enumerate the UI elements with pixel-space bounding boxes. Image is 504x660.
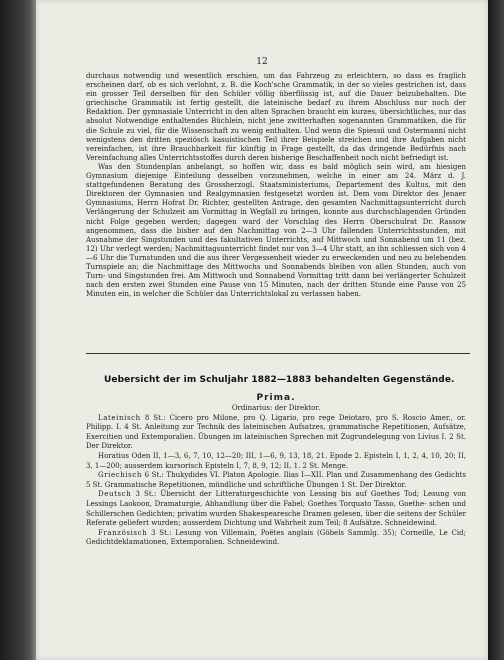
- subject-name: Griechisch: [98, 471, 143, 480]
- section-heading: Uebersicht der im Schuljahr 1882—1883 behandelten Gegenstände.: [104, 375, 455, 385]
- curriculum-section: [86, 392, 466, 548]
- paragraph: Was den Stundenplan anbelangt, so hoffen wir, dass es bald möglich sein wird, am hiesigen Gymnasium diejenige Einteilung desselben vorzunehmen, welche in einer am 24. März d. J. stattgefundenen Beratung des Grossherzogl. Staatsministeriums, Departement des Kultus, mit den Direktoren der Gymnasien und Realgymnasien festgesetzt worden ist. Dem vom Direktor des Jenaer Gymnasiums, Herrn Hofrat Dr. Richter, gestellten Antrage, den gesamten Nachmittagsunterricht durch Verlängerung der Schulzeit am Vormittag in Wegfall zu bringen, konnte aus durchschlagenden Gründen nicht Folge gegeben werden; dagegen ward der Vorschlag des Herrn Oberschulrat Dr. Rassow angenommen, dass die bisher auf den Nachmittag von 2—3 Uhr fallenden Unterrichtsstunden, mit Ausnahme der Singstunden und des fakultativen Unterrichts, auf Mittwoch und Sonnabend um 11 (bez. 12) Uhr verlegt werden; Nachmittagsunterricht findet nur von 3—4 Uhr statt, an ihn schliessen sich von 4—6 Uhr die Turnstunden und die aus ihrer Vergessenheit wieder zu erweckenden und neu zu belebenden Turnspiele an; die Nachmittage des Mittwochs und Sonnabends bleiben von allen Stunden, auch von Turn- und Singstunden frei. Am Mittwoch und Sonnabend Vormittag tritt dann bei verlängerter Schulzeit nach den ersten zwei Stunden eine Pause von 15 Minuten, nach der dritten Stunde eine Pause von 25 Minuten ein, in welcher die Schüler das Unterrichtslokal zu verlassen haben.: [86, 162, 466, 299]
- book-binding: [0, 0, 36, 660]
- subject-name: Lateinisch: [98, 413, 141, 422]
- document-page: [36, 0, 488, 660]
- subject-entry: [86, 414, 466, 452]
- intro-text: [86, 72, 466, 299]
- subject-name: Französisch: [98, 528, 148, 537]
- subject-text: Horatius Oden II, 1—3, 6, 7, 10, 12—20; III, 1—6, 9, 13, 18, 21. Epode 2. Episteln I, 1, 2, 4, 10, 20; II, 3, 1—200; ausserdem kursorisch Episteln I, 7, 8, 9, 12; II, 1. 2 St. Menge.: [86, 451, 466, 470]
- subject-entry: [86, 529, 466, 548]
- subject-text: 6 St.: Thukydides VI. Platon Apologie. Ilias I—XII. Plan und Zusammenhang des Gedichts 5 St. Grammatische Repetitionen, mündliche und schriftliche Übungen 1 St. Der Direktor.: [86, 471, 466, 489]
- subject-entry: [86, 471, 466, 490]
- subject-text: 3 St.: Übersicht der Litteraturgeschichte von Lessing bis auf Goethes Tod; Lesung von Lessings Laokoon, Dramaturgie, Abhandlung über die Fabel; Goethes Torquato Tasso, Goethe- schen und Schillerschen Gedichten; privatim wurden Shakespearesche Dramen gelesen, über die seitens der Schüler Referate geliefert wurden; ausserdem Dichtung und Wahrheit zum Teil; 8 Aufsätze. Schneidewind.: [86, 490, 466, 528]
- class-title: Prima.: [256, 393, 296, 403]
- subject-text: 3 St.: Lesung von Villemain, Poëtes anglais (Göbels Sammlg. 35); Corneille, Le Cid; Gedichtdeklamationen, Extemporalien. Schneidewind.: [86, 528, 466, 547]
- class-teacher: Ordinarius: der Direktor.: [231, 404, 321, 412]
- facing-page-edge: [488, 0, 504, 660]
- paragraph: durchaus notwendig und wesentlich erschien, um das Fahrzeug zu erleichtern, so dass es fraglich erscheinen darf, ob es sich verlohnt, z. B. die Koch'sche Grammatik, in der so vieles gestrichen ist, dass ein grosser Teil derselben für den Schüler völlig überflüssig ist, auf die Dauer beizubehalten. Die griechische Grammatik ist fertig gestellt, die lateinische bedarf zu ihrem Abschluss nur noch der Redaktion. Der gymnasiale Unterricht in den alten Sprachen braucht ein kurzes, übersichtliches, nur das absolut Notwendige enthaltendes Büchlein, nicht jene zwitterhaften sogenannten Grammatiken, die für die Schule zu viel, für die Wissenschaft zu wenig enthalten. Und wenn die Spiessii und Ostermanni nicht wenigstens den dritten speziösch kasuistischen Teil ihrer Beispiele streichen und ihre Aufgaben nicht vereinfachen, ist ihre Brauchbarkeit für künftig in Frage gestellt, da das dringende Bedürfnis nach Vereinfachung alles Unterrichtsstoffes durch deren bisherige Beschaffenheit noch nicht befriedigt ist.: [86, 72, 466, 162]
- subject-text: 8 St.: Cicero pro Milone, pro Q. Ligario, pro rege Deiotaro, pro S. Roscio Amer., or. Philipp. I. 4 St. Anleitung zur Technik des lateinischen Aufsatzes, grammatische Repetitionen, Aufsätze, Exercitien und Extemporalien. Übungen im lateinischen Sprechen mit Zugrundelegung von Livius I. 2 St. Der Direktor.: [86, 413, 466, 451]
- subject-entry: [86, 490, 466, 528]
- subject-name: Deutsch: [98, 490, 132, 499]
- subject-entry: [86, 452, 466, 471]
- page-number: 12: [256, 57, 268, 67]
- section-divider: [86, 353, 470, 354]
